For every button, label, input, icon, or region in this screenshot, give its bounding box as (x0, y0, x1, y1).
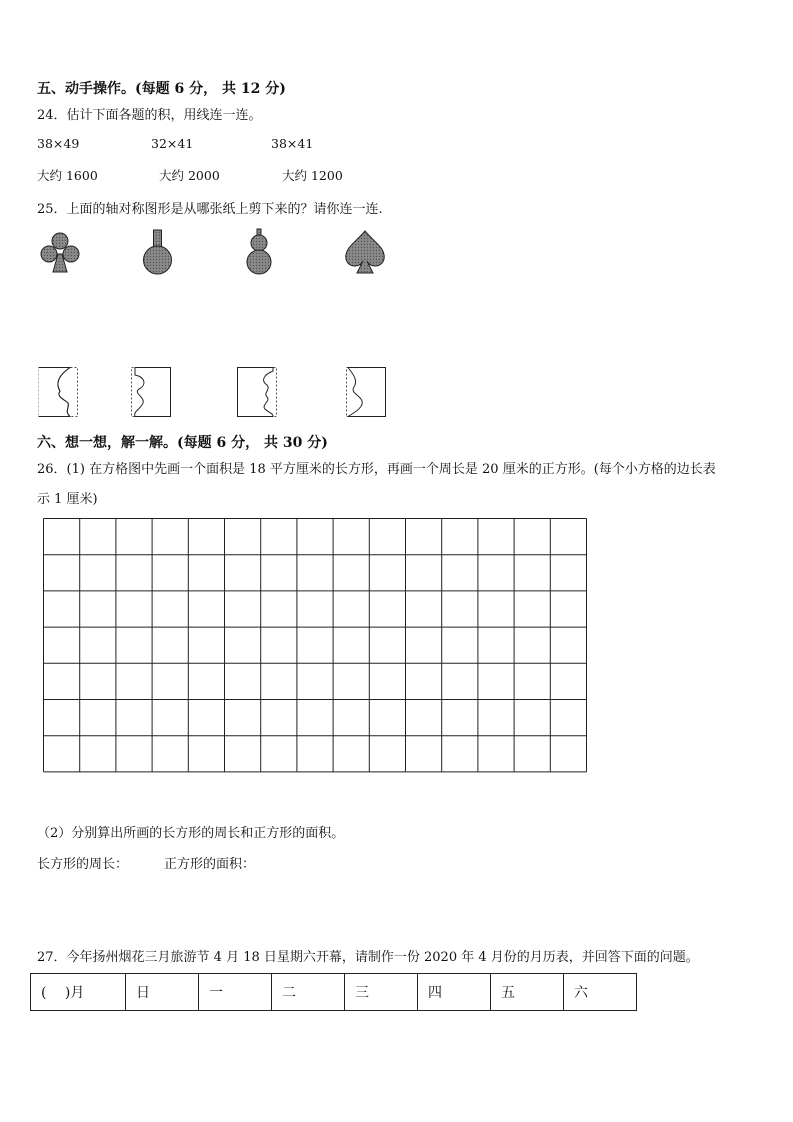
calendar-day-header: 五 (491, 974, 564, 1011)
calendar-day-header: 三 (345, 974, 418, 1011)
q24-expression: 38×41 (271, 136, 314, 151)
folded-paper-c (237, 367, 279, 419)
q24-estimate: 大约 1600 (37, 168, 98, 183)
q24-expression: 38×49 (37, 136, 80, 151)
calendar-header-row (31, 974, 637, 1011)
folded-paper-a (38, 367, 80, 419)
q24-expression: 32×41 (151, 136, 194, 151)
folded-paper-b (131, 367, 173, 419)
folded-paper-d (346, 367, 388, 419)
q26-part1-line2: 示 1 厘米) (37, 492, 98, 507)
square-grid[interactable] (43, 518, 588, 778)
q24-prompt: 24．估计下面各题的积，用线连一连。 (37, 108, 262, 123)
calendar-day-header: 日 (126, 974, 199, 1011)
section5-heading: 五、动手操作。(每题 6 分， 共 12 分) (37, 81, 286, 97)
q24-estimate: 大约 1200 (282, 168, 343, 183)
club-shape-icon (37, 230, 83, 276)
gourd-shape-icon (243, 228, 275, 276)
calendar-day-header: 四 (418, 974, 491, 1011)
q26-part1-line1: 26．(1) 在方格图中先画一个面积是 18 平方厘米的长方形，再画一个周长是 20 厘米的正方形。(每个小方格的边长表 (37, 462, 716, 477)
calendar-month-cell[interactable]: ( )月 (31, 974, 126, 1011)
key-shape-icon (140, 228, 176, 276)
spade-shape-icon (342, 228, 388, 276)
section6-heading: 六、想一想，解一解。(每题 6 分， 共 30 分) (37, 435, 328, 451)
q26-part2: （2）分别算出所画的长方形的周长和正方形的面积。 (37, 826, 345, 841)
calendar-day-header: 一 (199, 974, 272, 1011)
answer-label-perimeter: 长方形的周长： (37, 857, 129, 872)
q27-prompt: 27．今年扬州烟花三月旅游节 4 月 18 日星期六开幕，请制作一份 2020 年 4 月份的月历表，并回答下面的问题。 (37, 950, 699, 965)
q24-estimate: 大约 2000 (159, 168, 220, 183)
answer-label-area: 正方形的面积： (164, 857, 256, 872)
calendar-day-header: 六 (564, 974, 637, 1011)
calendar-day-header: 二 (272, 974, 345, 1011)
calendar-table (30, 973, 637, 1011)
q25-prompt: 25．上面的轴对称图形是从哪张纸上剪下来的？请你连一连. (37, 202, 383, 217)
